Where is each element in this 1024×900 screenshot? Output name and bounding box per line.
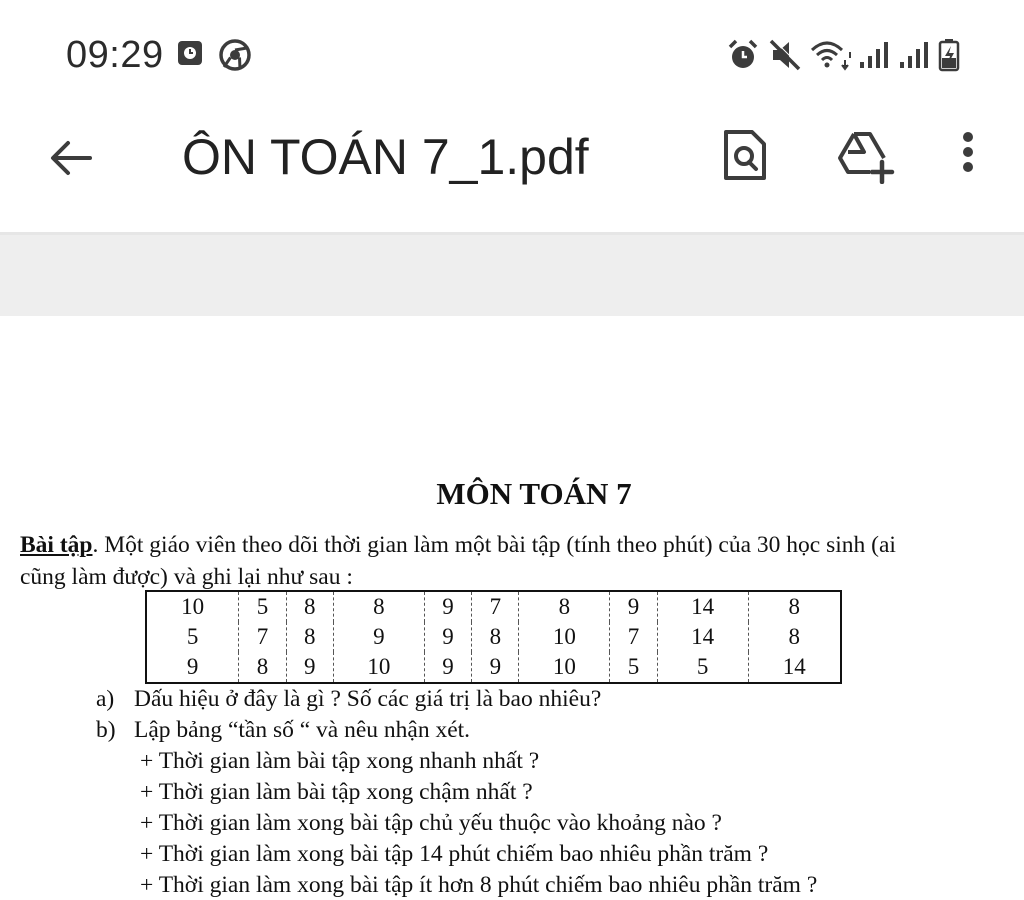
page-gap-band	[0, 235, 1024, 316]
table-cell: 7	[239, 622, 286, 652]
table-cell: 8	[748, 622, 841, 652]
alarm-icon	[726, 38, 760, 77]
question-a-label: a)	[96, 686, 115, 712]
table-cell: 9	[424, 652, 471, 683]
document-title: ÔN TOÁN 7_1.pdf	[182, 129, 589, 185]
table-cell: 9	[333, 622, 424, 652]
search-document-icon	[716, 126, 774, 184]
table-cell: 7	[472, 591, 519, 622]
table-cell: 8	[748, 591, 841, 622]
table-cell: 14	[748, 652, 841, 683]
intro-line-2: cũng làm được) và ghi lại như sau :	[20, 564, 353, 590]
mute-icon	[768, 38, 802, 77]
more-vert-icon	[944, 126, 992, 184]
table-cell: 9	[610, 591, 657, 622]
pdf-page	[0, 316, 1024, 900]
wifi-icon	[808, 38, 854, 77]
add-to-drive-icon	[834, 126, 898, 184]
page-heading: MÔN TOÁN 7	[436, 476, 632, 511]
table-cell: 9	[424, 622, 471, 652]
sub-item-1: + Thời gian làm bài tập xong nhanh nhất ?	[140, 748, 540, 774]
data-table	[145, 590, 842, 684]
table-cell: 8	[286, 622, 333, 652]
table-cell: 8	[286, 591, 333, 622]
status-bar	[0, 0, 1024, 110]
sub-item-3: + Thời gian làm xong bài tập chủ yếu thuộc vào khoảng nào ?	[140, 810, 722, 836]
status-time: 09:29	[66, 34, 164, 76]
question-a	[96, 686, 601, 713]
signal-sim1-icon	[858, 38, 892, 77]
chrome-notification-icon	[218, 38, 252, 77]
back-button[interactable]	[44, 130, 100, 186]
table-cell: 9	[424, 591, 471, 622]
table-cell: 14	[657, 591, 748, 622]
table-cell: 10	[519, 652, 610, 683]
question-a-text: Dấu hiệu ở đây là gì ? Số các giá trị là bao nhiêu?	[134, 686, 602, 712]
table-cell: 7	[610, 622, 657, 652]
search-document-button[interactable]	[716, 126, 774, 184]
table-cell: 8	[239, 652, 286, 683]
question-b-text: Lập bảng “tần số “ và nêu nhận xét.	[134, 717, 471, 743]
table-cell: 10	[181, 594, 205, 619]
question-b	[96, 717, 470, 744]
table-cell: 10	[519, 622, 610, 652]
question-b-label: b)	[96, 717, 116, 743]
table-cell: 5	[239, 591, 286, 622]
table-row	[146, 591, 841, 622]
table-cell: 10	[333, 652, 424, 683]
table-cell: 9	[472, 652, 519, 683]
table-cell: 14	[657, 622, 748, 652]
add-to-drive-button[interactable]	[834, 126, 892, 184]
sub-item-2: + Thời gian làm bài tập xong chậm nhất ?	[140, 779, 533, 805]
table-cell: 8	[472, 622, 519, 652]
back-arrow-icon	[44, 130, 100, 186]
screenshot-notification-icon	[176, 38, 204, 73]
intro-line-1	[20, 532, 896, 559]
table-cell: 5	[657, 652, 748, 683]
table-cell: 9	[286, 652, 333, 683]
table-cell: 5	[610, 652, 657, 683]
table-row	[146, 622, 841, 652]
more-options-button[interactable]	[944, 126, 992, 184]
app-bar	[0, 110, 1024, 234]
table-cell: 8	[333, 591, 424, 622]
sub-item-4: + Thời gian làm xong bài tập 14 phút chiếm bao nhiêu phần trăm ?	[140, 841, 769, 867]
table-cell: 9	[186, 654, 199, 679]
intro-text-1: . Một giáo viên theo dõi thời gian làm một bài tập (tính theo phút) của 30 học sinh (ai	[92, 532, 896, 558]
table-row	[146, 652, 841, 683]
signal-sim2-icon	[898, 38, 932, 77]
table-cell: 5	[186, 624, 199, 649]
table-cell: 8	[519, 591, 610, 622]
sub-item-5: + Thời gian làm xong bài tập ít hơn 8 phút chiếm bao nhiêu phần trăm ?	[140, 872, 818, 898]
battery-charging-icon	[938, 38, 960, 77]
exercise-label: Bài tập	[20, 532, 93, 558]
